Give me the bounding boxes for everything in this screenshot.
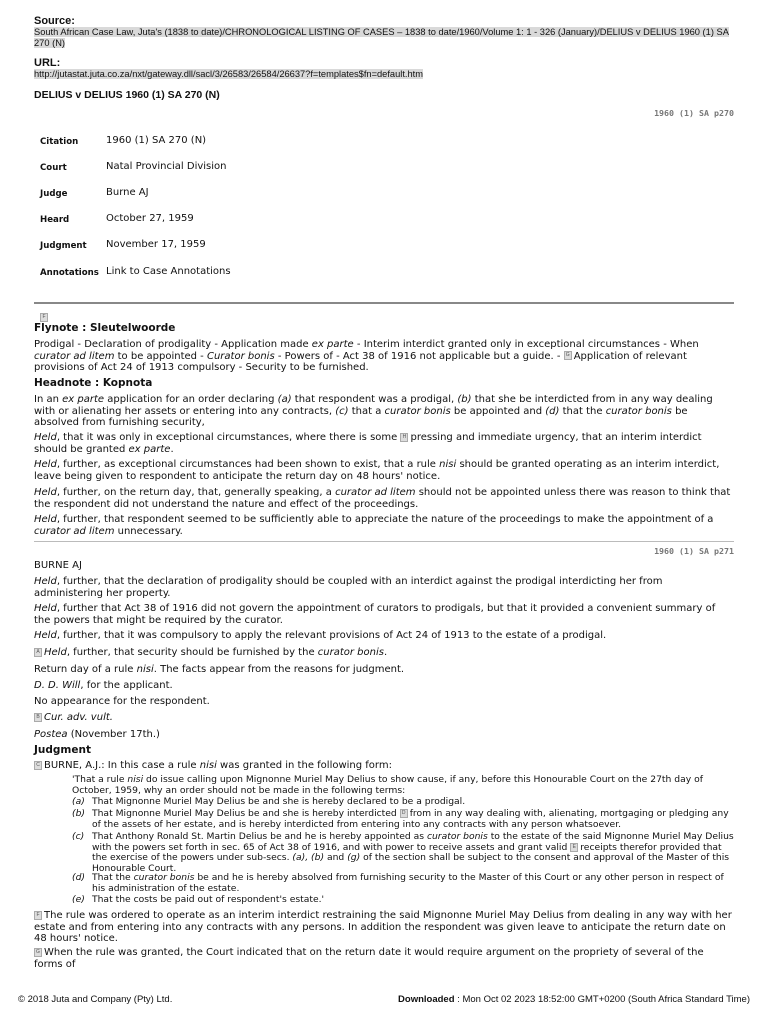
held-para-4: A Held, further, that security should be furnished by the curator bonis. xyxy=(34,647,734,659)
flynote-text: Prodigal - Declaration of prodigality - Application made ex parte - Interim interdict granted only in exceptional circumstances - When curator ad litem to be appointed - Curator bonis - Powers of - Act 38 of 1916 not applicable but a guide. - G Application of relevant provisions of Act 24 of 1913 compulsory - Security to be furnished. xyxy=(34,339,699,373)
source-label: Source: xyxy=(34,15,75,27)
margin-marker-e: E xyxy=(570,843,578,852)
judgment-para-1: C BURNE, A.J.: In this case a rule nisi was granted in the following form: xyxy=(34,760,734,772)
held-para-1: Held, further, that the declaration of prodigality should be coupled with an interdict against the prodigal interdicting her from administering her property. xyxy=(34,576,663,599)
no-appearance: No appearance for the respondent. xyxy=(34,696,210,707)
page-reference-270: 1960 (1) SA p270 xyxy=(654,108,734,118)
held-para-2: Held, further that Act 38 of 1916 did not govern the appointment of curators to prodigals, but that it provided a convenient summary of the powers that might be required by the curator. xyxy=(34,603,716,626)
annotations-link[interactable]: Link to Case Annotations xyxy=(106,266,231,277)
judgment-para-3: G When the rule was granted, the Court indicated that on the return date it would require argument on the propriety of several of the forms of xyxy=(34,947,704,970)
page-reference-271: 1960 (1) SA p271 xyxy=(654,546,734,556)
source-value: South African Case Law, Juta's (1838 to date)/CHRONOLOGICAL LISTING OF CASES – 1838 to date/1960/Volume 1: 1 - 326 (January)/DELIUS v DELIUS 1960 (1) SA 270 (N) xyxy=(34,27,729,48)
margin-marker-d: D xyxy=(400,809,408,818)
return-day-text: Return day of a rule nisi. The facts appear from the reasons for judgment. xyxy=(34,664,405,675)
url-label: URL: xyxy=(34,57,61,69)
headnote-heading: Headnote : Kopnota xyxy=(34,377,153,389)
flynote-heading: Flynote : Sleutelwoorde xyxy=(34,322,176,334)
counsel-applicant: D. D. Will, for the applicant. xyxy=(34,680,173,691)
margin-marker-g: G xyxy=(564,351,572,360)
url-value[interactable]: http://jutastat.juta.co.za/nxt/gateway.dll/sacl/3/26583/26584/26637?f=templates$fn=default.htm xyxy=(34,69,424,79)
margin-marker-a: A xyxy=(34,648,42,657)
judgment-heading: Judgment xyxy=(34,744,91,756)
headnote-para-1: In an ex parte application for an order declaring (a) that respondent was a prodigal, (b) that she be interdicted from in any way dealing with or alienating her assets or entering into any contracts, (c) that a curator bonis be appointed and (d) that the curator bonis be absolved from furnishing security, xyxy=(34,394,713,428)
held-para-3: Held, further, that it was compulsory to apply the relevant provisions of Act 24 of 1913 to the estate of a prodigal. xyxy=(34,630,607,641)
postea-line: Postea (November 17th.) xyxy=(34,729,160,740)
section-divider xyxy=(34,302,734,304)
headnote-para-3: Held, further, as exceptional circumstances had been shown to exist, that a rule nisi should be granted operating as an interim interdict, leave being given to respondent to anticipate the return day on 48 hours' notice. xyxy=(34,459,720,482)
margin-marker-b: B xyxy=(34,713,42,722)
margin-marker-f: F xyxy=(40,307,50,326)
margin-marker-c: C xyxy=(34,761,42,770)
headnote-para-4: Held, further, on the return day, that, generally speaking, a curator ad litem should not be appointed unless there was reason to think that the respondent did not understand the nature and effect of the proceedings. xyxy=(34,487,731,510)
margin-marker-h: H xyxy=(400,433,408,442)
headnote-para-2: Held, that it was only in exceptional circumstances, where there is some H pressing and immediate urgency, that an interim interdict should be granted ex parte. xyxy=(34,432,702,455)
cur-adv-vult: B Cur. adv. vult. xyxy=(34,712,734,724)
footer-downloaded: Downloaded : Mon Oct 02 2023 18:52:00 GMT+0200 (South Africa Standard Time) xyxy=(398,994,750,1005)
page-divider xyxy=(34,541,734,542)
case-title: DELIUS v DELIUS 1960 (1) SA 270 (N) xyxy=(34,89,220,101)
footer-copyright: © 2018 Juta and Company (Pty) Ltd. xyxy=(18,994,173,1005)
rule-nisi-quote: 'That a rule nisi do issue calling upon Mignonne Muriel May Delius to show cause, if any, before this Honourable Court on the 27th day of October, 1959, why an order should not be made in the following terms: xyxy=(72,774,703,796)
margin-marker-g2: G xyxy=(34,948,42,957)
judge-name: BURNE AJ xyxy=(34,560,82,571)
margin-marker-f2: F xyxy=(34,911,42,920)
headnote-para-5: Held, further, that respondent seemed to be sufficiently able to appreciate the nature of the proceedings to make the appointment of a curator ad litem unnecessary. xyxy=(34,514,714,537)
judgment-para-2: F The rule was ordered to operate as an interim interdict restraining the said Mignonne Muriel May Delius from dealing in any way with her estate and from entering into any contracts with any persons. In addition the respondent was given leave to anticipate the return date on 48 hours' notice. xyxy=(34,910,732,944)
